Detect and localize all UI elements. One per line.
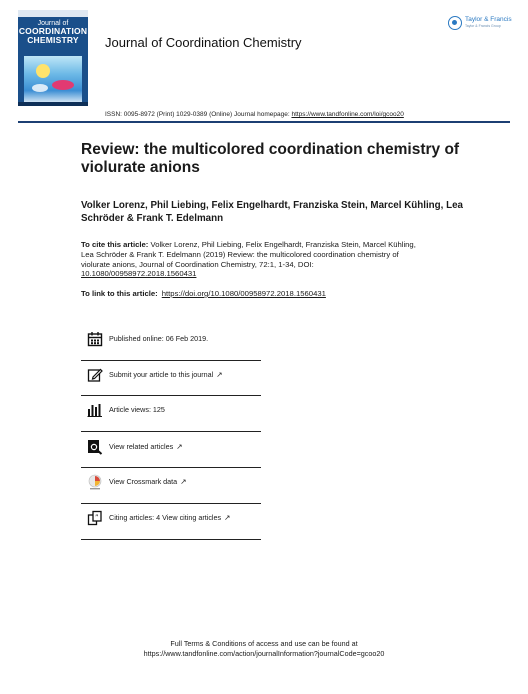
issn-line: [105, 111, 404, 118]
citation-doi-link[interactable]: 10.1080/00958972.2018.1560431: [81, 269, 197, 279]
submit-article-link[interactable]: Submit your article to this journal ↗: [109, 370, 223, 379]
crossmark-link[interactable]: View Crossmark data ↗: [109, 477, 187, 486]
submit-article-row[interactable]: [81, 363, 261, 389]
crossmark-row[interactable]: [81, 470, 261, 496]
related-articles-search-icon: [87, 439, 103, 455]
divider: [81, 467, 261, 468]
publisher-subtitle: Taylor & Francis Group: [465, 24, 501, 28]
bar-chart-icon: [87, 402, 103, 418]
published-online-text: Published online: 06 Feb 2019.: [109, 334, 209, 343]
citation-text: Volker Lorenz, Phil Liebing, Felix Engelhardt, Franziska Stein, Marcel Kühling, Lea Schröder & Frank T. Edelmann (2019) Review: the multicolored coordination chemistry of violurate anions, Journal of Coordination Chemistry, 72:1, 1-34, DOI:: [81, 240, 416, 269]
divider: [81, 431, 261, 432]
footer-terms-url[interactable]: https://www.tandfonline.com/action/journalInformation?journalCode=gcoo20: [143, 649, 385, 658]
article-link-line: [81, 289, 326, 298]
related-articles-link[interactable]: View related articles ↗: [109, 442, 183, 451]
link-label: To link to this article:: [81, 289, 158, 298]
calendar-icon: [87, 331, 103, 347]
edit-icon: [87, 367, 103, 383]
divider: [81, 539, 261, 540]
crossmark-icon: [87, 474, 103, 490]
article-views-row: [81, 398, 261, 424]
journal-title[interactable]: Journal of Coordination Chemistry: [105, 35, 302, 50]
citation-label: To cite this article:: [81, 240, 149, 249]
citing-articles-icon: [87, 510, 103, 526]
published-online-row: [81, 327, 261, 353]
footer: [0, 639, 528, 659]
citing-articles-link[interactable]: Citing articles: 4 View citing articles ↗: [109, 513, 231, 522]
external-link-icon: ↗: [216, 370, 223, 379]
cover-title-line1: Journal of: [37, 20, 69, 27]
publisher-name: Taylor & Francis: [465, 16, 512, 23]
svg-text:”: ”: [95, 513, 99, 522]
cover-artwork: [24, 56, 82, 102]
citing-articles-row[interactable]: [81, 506, 261, 532]
cover-title-line3: CHEMISTRY: [27, 34, 79, 45]
divider: [81, 360, 261, 361]
footer-terms-text: Full Terms & Conditions of access and use can be found at: [170, 639, 358, 648]
article-authors: Volker Lorenz, Phil Liebing, Felix Engelhardt, Franziska Stein, Marcel Kühling, Lea Schröder & Frank T. Edelmann: [81, 200, 463, 224]
divider: [81, 395, 261, 396]
external-link-icon: ↗: [180, 477, 187, 486]
taylor-francis-logo-icon: [448, 16, 462, 30]
divider: [81, 503, 261, 504]
cover-title-line2: COORDINATION: [18, 26, 88, 36]
article-views-text: Article views: 125: [109, 405, 165, 414]
publisher-logo[interactable]: [448, 16, 510, 32]
journal-homepage-link[interactable]: https://www.tandfonline.com/loi/gcoo20: [291, 111, 404, 118]
article-title: Review: the multicolored coordination chemistry of violurate anions: [81, 141, 460, 176]
external-link-icon: ↗: [224, 513, 231, 522]
external-link-icon: ↗: [176, 442, 183, 451]
citation-block: [81, 240, 426, 279]
article-doi-link[interactable]: https://doi.org/10.1080/00958972.2018.1560431: [161, 289, 326, 298]
header-divider: [18, 121, 510, 123]
related-articles-row[interactable]: [81, 435, 261, 461]
issn-text: ISSN: 0095-8972 (Print) 1029-0389 (Online) Journal homepage:: [105, 111, 292, 118]
journal-cover-image: [18, 10, 88, 106]
